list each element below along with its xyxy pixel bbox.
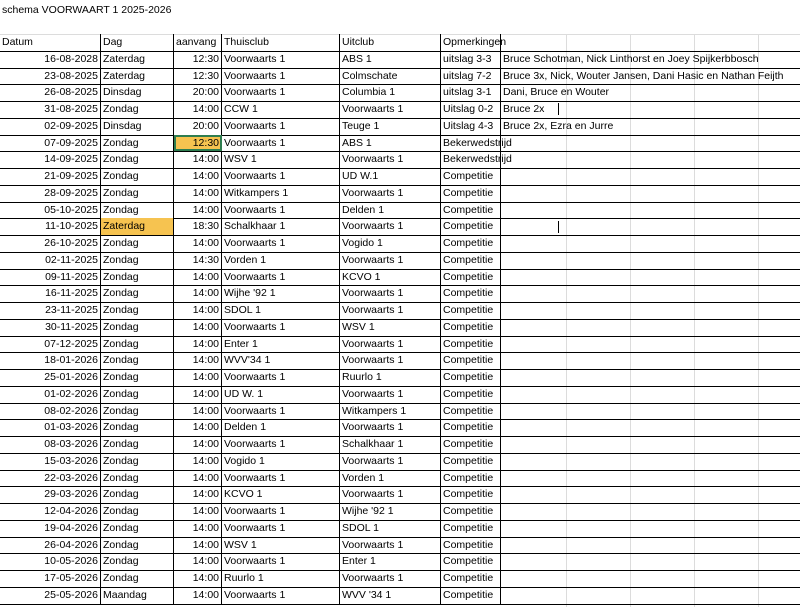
cell-opmerkingen[interactable]: Competitie <box>441 285 501 302</box>
text-cursor <box>558 103 559 115</box>
cell-aanvang[interactable]: 20:00 <box>174 84 222 101</box>
cell-opmerkingen[interactable]: Competitie <box>441 553 501 570</box>
cell-uitclub[interactable]: WSV 1 <box>340 319 441 336</box>
table-row <box>0 520 800 538</box>
cell-uitclub[interactable]: Voorwaarts 1 <box>340 486 441 503</box>
cell-aanvang[interactable]: 14:00 <box>174 101 222 118</box>
cell-dag[interactable]: Zondag <box>101 235 174 252</box>
cell-datum[interactable]: 26-10-2025 <box>0 235 101 252</box>
cell-dag[interactable]: Zaterdag <box>101 68 174 85</box>
cell-uitclub[interactable]: Voorwaarts 1 <box>340 151 441 168</box>
cell-thuisclub[interactable]: KCVO 1 <box>222 486 340 503</box>
cell-notitie[interactable] <box>501 486 800 503</box>
cell-aanvang[interactable]: 14:00 <box>174 369 222 386</box>
cell-thuisclub[interactable]: Voorwaarts 1 <box>222 520 340 537</box>
table-row <box>0 453 800 471</box>
table-row <box>0 352 800 370</box>
cell-thuisclub[interactable]: WSV 1 <box>222 537 340 554</box>
cell-aanvang[interactable]: 12:30 <box>174 51 222 68</box>
cell-dag[interactable]: Zondag <box>101 151 174 168</box>
cell-notitie[interactable] <box>501 151 800 168</box>
cell-aanvang[interactable]: 14:00 <box>174 319 222 336</box>
cell-notitie[interactable]: Dani, Bruce en Wouter <box>503 86 610 99</box>
cell-notitie[interactable] <box>501 369 800 386</box>
cell-dag[interactable]: Zondag <box>101 520 174 537</box>
cell-dag[interactable]: Zondag <box>101 403 174 420</box>
cell-uitclub[interactable]: UD W.1 <box>340 168 441 185</box>
cell-datum[interactable]: 21-09-2025 <box>0 168 101 185</box>
cell-opmerkingen[interactable]: Competitie <box>441 570 501 587</box>
cell-datum[interactable]: 08-03-2026 <box>0 436 101 453</box>
cell-datum[interactable]: 09-11-2025 <box>0 269 101 286</box>
cell-dag[interactable]: Zondag <box>101 369 174 386</box>
cell-opmerkingen[interactable]: Bekerwedstrijd <box>441 135 501 152</box>
cell-dag[interactable]: Zondag <box>101 436 174 453</box>
cell-notitie[interactable] <box>501 570 800 587</box>
cell-aanvang[interactable]: 14:00 <box>174 453 222 470</box>
cell-notitie[interactable] <box>501 285 800 302</box>
table-row <box>0 252 800 270</box>
cell-aanvang[interactable]: 14:00 <box>174 336 222 353</box>
cell-thuisclub[interactable]: SDOL 1 <box>222 302 340 319</box>
table-row <box>0 503 800 521</box>
cell-thuisclub[interactable]: Enter 1 <box>222 336 340 353</box>
cell-dag[interactable]: Zondag <box>101 537 174 554</box>
cell-datum[interactable]: 16-11-2025 <box>0 285 101 302</box>
cell-dag[interactable]: Zondag <box>101 319 174 336</box>
cell-datum[interactable]: 11-10-2025 <box>0 218 101 235</box>
cell-notitie[interactable] <box>501 470 800 487</box>
cell-opmerkingen[interactable]: Competitie <box>441 386 501 403</box>
cell-notitie[interactable]: Bruce Schotman, Nick Linthorst en Joey Spijkerbbosch <box>503 52 759 65</box>
cell-uitclub[interactable]: Voorwaarts 1 <box>340 453 441 470</box>
cell-notitie[interactable] <box>501 319 800 336</box>
table-row <box>0 436 800 454</box>
cell-uitclub[interactable]: Witkampers 1 <box>340 403 441 420</box>
cell-aanvang[interactable]: 14:00 <box>174 168 222 185</box>
cell-datum[interactable]: 08-02-2026 <box>0 403 101 420</box>
cell-datum[interactable]: 26-04-2026 <box>0 537 101 554</box>
cell-thuisclub[interactable]: Voorwaarts 1 <box>222 51 340 68</box>
table-row <box>0 151 800 169</box>
cell-opmerkingen[interactable]: Competitie <box>441 202 501 219</box>
table-row <box>0 51 800 69</box>
cell-notitie[interactable] <box>501 352 800 369</box>
cell-thuisclub[interactable]: Voorwaarts 1 <box>222 503 340 520</box>
table-row <box>0 118 800 136</box>
cell-opmerkingen[interactable]: Competitie <box>441 302 501 319</box>
cell-dag[interactable]: Zondag <box>101 553 174 570</box>
cell-notitie[interactable] <box>501 336 800 353</box>
table-row <box>0 285 800 303</box>
cell-thuisclub[interactable]: Voorwaarts 1 <box>222 68 340 85</box>
cell-opmerkingen[interactable]: Bekerwedstrijd <box>441 151 501 168</box>
cell-opmerkingen[interactable]: Competitie <box>441 319 501 336</box>
cell-notitie[interactable] <box>501 587 800 604</box>
cell-datum[interactable]: 25-05-2026 <box>0 587 101 604</box>
cell-opmerkingen[interactable]: Competitie <box>441 252 501 269</box>
cell-uitclub[interactable]: Schalkhaar 1 <box>340 436 441 453</box>
cell-thuisclub[interactable]: Voorwaarts 1 <box>222 235 340 252</box>
cell-notitie[interactable] <box>501 520 800 537</box>
cell-opmerkingen[interactable]: Competitie <box>441 503 501 520</box>
cell-uitclub[interactable]: Voorwaarts 1 <box>340 302 441 319</box>
cell-datum[interactable]: 31-08-2025 <box>0 101 101 118</box>
cell-uitclub[interactable]: Voorwaarts 1 <box>340 386 441 403</box>
cell-aanvang[interactable]: 14:00 <box>174 185 222 202</box>
cell-notitie[interactable] <box>501 235 800 252</box>
header-datum[interactable]: Datum <box>0 34 101 51</box>
cell-datum[interactable]: 26-08-2025 <box>0 84 101 101</box>
cell-notitie[interactable] <box>501 419 800 436</box>
cell-aanvang[interactable]: 14:00 <box>174 520 222 537</box>
cell-uitclub[interactable]: Wijhe '92 1 <box>340 503 441 520</box>
cell-datum[interactable]: 16-08-2028 <box>0 51 101 68</box>
table-row <box>0 386 800 404</box>
cell-thuisclub[interactable]: CCW 1 <box>222 101 340 118</box>
cell-datum[interactable]: 18-01-2026 <box>0 352 101 369</box>
cell-opmerkingen[interactable]: Competitie <box>441 185 501 202</box>
cell-aanvang[interactable]: 14:00 <box>174 470 222 487</box>
cell-datum[interactable]: 25-01-2026 <box>0 369 101 386</box>
cell-datum[interactable]: 28-09-2025 <box>0 185 101 202</box>
cell-uitclub[interactable]: Voorwaarts 1 <box>340 419 441 436</box>
cell-notitie[interactable] <box>501 403 800 420</box>
cell-thuisclub[interactable]: Voorwaarts 1 <box>222 553 340 570</box>
cell-aanvang[interactable]: 18:30 <box>174 218 222 235</box>
cell-uitclub[interactable]: ABS 1 <box>340 135 441 152</box>
cell-dag[interactable]: Dinsdag <box>101 84 174 101</box>
cell-dag[interactable]: Zaterdag <box>101 51 174 68</box>
cell-datum[interactable]: 15-03-2026 <box>0 453 101 470</box>
cell-aanvang[interactable]: 14:00 <box>174 537 222 554</box>
cell-datum[interactable]: 14-09-2025 <box>0 151 101 168</box>
cell-dag[interactable]: Dinsdag <box>101 118 174 135</box>
cell-datum[interactable]: 22-03-2026 <box>0 470 101 487</box>
cell-dag[interactable]: Zondag <box>101 453 174 470</box>
cell-opmerkingen[interactable]: Competitie <box>441 352 501 369</box>
cell-uitclub[interactable]: Voorwaarts 1 <box>340 537 441 554</box>
cell-dag[interactable]: Zondag <box>101 135 174 152</box>
cell-datum[interactable]: 17-05-2026 <box>0 570 101 587</box>
cell-notitie[interactable] <box>501 135 800 152</box>
cell-uitclub[interactable]: Enter 1 <box>340 553 441 570</box>
cell-thuisclub[interactable]: Delden 1 <box>222 419 340 436</box>
cell-thuisclub[interactable]: Wijhe '92 1 <box>222 285 340 302</box>
cell-notitie[interactable]: Bruce 2x, Ezra en Jurre <box>503 119 614 132</box>
cell-aanvang[interactable]: 14:00 <box>174 419 222 436</box>
cell-thuisclub[interactable]: Voorwaarts 1 <box>222 587 340 604</box>
header-dag[interactable]: Dag <box>101 34 174 51</box>
cell-dag[interactable]: Zondag <box>101 302 174 319</box>
cell-opmerkingen[interactable]: Competitie <box>441 369 501 386</box>
cell-datum[interactable]: 29-03-2026 <box>0 486 101 503</box>
cell-uitclub[interactable]: ABS 1 <box>340 51 441 68</box>
cell-thuisclub[interactable]: Vorden 1 <box>222 252 340 269</box>
table-row <box>0 570 800 588</box>
cell-notitie[interactable] <box>501 436 800 453</box>
cell-aanvang[interactable]: 14:00 <box>174 269 222 286</box>
text-cursor-2 <box>558 221 559 233</box>
cell-opmerkingen[interactable]: Competitie <box>441 436 501 453</box>
cell-datum[interactable]: 02-09-2025 <box>0 118 101 135</box>
table-row <box>0 185 800 203</box>
cell-thuisclub[interactable]: Witkampers 1 <box>222 185 340 202</box>
cell-aanvang[interactable]: 14:00 <box>174 352 222 369</box>
cell-uitclub[interactable]: Voorwaarts 1 <box>340 101 441 118</box>
cell-aanvang[interactable]: 14:00 <box>174 151 222 168</box>
cell-thuisclub[interactable]: WVV'34 1 <box>222 352 340 369</box>
cell-dag[interactable]: Zondag <box>101 503 174 520</box>
cell-notitie[interactable] <box>501 503 800 520</box>
table-row <box>0 470 800 488</box>
table-row <box>0 101 800 119</box>
cell-thuisclub[interactable]: Voorwaarts 1 <box>222 436 340 453</box>
cell-dag[interactable]: Maandag <box>101 587 174 604</box>
cell-datum[interactable]: 30-11-2025 <box>0 319 101 336</box>
cell-aanvang[interactable]: 14:00 <box>174 486 222 503</box>
cell-notitie[interactable]: Bruce 2x <box>503 103 545 115</box>
cell-notitie[interactable] <box>501 218 800 235</box>
cell-thuisclub[interactable]: Voorwaarts 1 <box>222 369 340 386</box>
cell-dag[interactable]: Zondag <box>101 285 174 302</box>
table-row <box>0 302 800 320</box>
cell-thuisclub[interactable]: Voorwaarts 1 <box>222 319 340 336</box>
cell-notitie[interactable] <box>501 453 800 470</box>
cell-uitclub[interactable]: Teuge 1 <box>340 118 441 135</box>
cell-notitie[interactable] <box>501 269 800 286</box>
cell-datum[interactable]: 05-10-2025 <box>0 202 101 219</box>
cell-datum[interactable]: 01-02-2026 <box>0 386 101 403</box>
cell-opmerkingen[interactable]: Competitie <box>441 486 501 503</box>
cell-dag[interactable]: Zondag <box>101 168 174 185</box>
cell-aanvang[interactable]: 14:00 <box>174 570 222 587</box>
cell-datum[interactable]: 01-03-2026 <box>0 419 101 436</box>
cell-notitie[interactable] <box>501 386 800 403</box>
cell-uitclub[interactable]: SDOL 1 <box>340 520 441 537</box>
cell-datum[interactable]: 07-09-2025 <box>0 135 101 152</box>
cell-notitie[interactable] <box>501 537 800 554</box>
header-thuisclub[interactable]: Thuisclub <box>222 34 340 51</box>
cell-dag[interactable]: Zondag <box>101 336 174 353</box>
cell-aanvang[interactable]: 14:00 <box>174 302 222 319</box>
table-row <box>0 319 800 337</box>
cell-thuisclub[interactable]: Voorwaarts 1 <box>222 135 340 152</box>
cell-dag[interactable]: Zondag <box>101 486 174 503</box>
cell-uitclub[interactable]: Columbia 1 <box>340 84 441 101</box>
cell-thuisclub[interactable]: WSV 1 <box>222 151 340 168</box>
cell-uitclub[interactable]: Voorwaarts 1 <box>340 285 441 302</box>
cell-uitclub[interactable]: Delden 1 <box>340 202 441 219</box>
table-row <box>0 336 800 354</box>
cell-aanvang[interactable]: 14:00 <box>174 202 222 219</box>
cell-notitie[interactable] <box>501 202 800 219</box>
cell-dag[interactable]: Zondag <box>101 101 174 118</box>
table-row <box>0 553 800 571</box>
cell-thuisclub[interactable]: Voorwaarts 1 <box>222 403 340 420</box>
cell-notitie[interactable] <box>501 302 800 319</box>
cell-thuisclub[interactable]: Voorwaarts 1 <box>222 84 340 101</box>
cell-datum[interactable]: 12-04-2026 <box>0 503 101 520</box>
cell-dag[interactable]: Zondag <box>101 419 174 436</box>
cell-aanvang[interactable]: 12:30 <box>174 135 222 152</box>
cell-opmerkingen[interactable]: Competitie <box>441 235 501 252</box>
cell-dag[interactable]: Zondag <box>101 352 174 369</box>
cell-thuisclub[interactable]: Voorwaarts 1 <box>222 118 340 135</box>
cell-aanvang[interactable]: 14:00 <box>174 285 222 302</box>
cell-thuisclub[interactable]: Vogido 1 <box>222 453 340 470</box>
header-row <box>0 34 800 52</box>
cell-opmerkingen[interactable]: uitslag 3-3 <box>441 51 501 68</box>
table-row <box>0 537 800 555</box>
cell-opmerkingen[interactable]: Competitie <box>441 537 501 554</box>
cell-uitclub[interactable]: KCVO 1 <box>340 269 441 286</box>
cell-aanvang[interactable]: 14:00 <box>174 386 222 403</box>
table-row <box>0 419 800 437</box>
table-row <box>0 218 800 236</box>
cell-dag[interactable]: Zondag <box>101 202 174 219</box>
cell-datum[interactable]: 23-11-2025 <box>0 302 101 319</box>
cell-aanvang[interactable]: 14:00 <box>174 503 222 520</box>
cell-aanvang[interactable]: 20:00 <box>174 118 222 135</box>
cell-opmerkingen[interactable]: uitslag 7-2 <box>441 68 501 85</box>
cell-opmerkingen[interactable]: uitslag 3-1 <box>441 84 501 101</box>
cell-aanvang[interactable]: 14:30 <box>174 252 222 269</box>
table-row <box>0 135 800 153</box>
cell-uitclub[interactable]: Voorwaarts 1 <box>340 352 441 369</box>
cell-aanvang[interactable]: 14:00 <box>174 553 222 570</box>
table-row <box>0 587 800 605</box>
cell-opmerkingen[interactable]: Competitie <box>441 470 501 487</box>
table-row <box>0 68 800 86</box>
cell-dag[interactable]: Zondag <box>101 185 174 202</box>
cell-aanvang[interactable]: 12:30 <box>174 68 222 85</box>
cell-opmerkingen[interactable]: Competitie <box>441 520 501 537</box>
cell-uitclub[interactable]: Voorwaarts 1 <box>340 218 441 235</box>
cell-uitclub[interactable]: Ruurlo 1 <box>340 369 441 386</box>
cell-opmerkingen[interactable]: Competitie <box>441 218 501 235</box>
cell-datum[interactable]: 19-04-2026 <box>0 520 101 537</box>
cell-datum[interactable]: 02-11-2025 <box>0 252 101 269</box>
header-uitclub[interactable]: Uitclub <box>340 34 441 51</box>
cell-notitie[interactable] <box>501 553 800 570</box>
table-row <box>0 168 800 186</box>
cell-dag[interactable]: Zondag <box>101 386 174 403</box>
header-opmerkingen[interactable]: Opmerkingen <box>441 34 501 51</box>
cell-uitclub[interactable]: Voorwaarts 1 <box>340 185 441 202</box>
cell-uitclub[interactable]: Vogido 1 <box>340 235 441 252</box>
cell-thuisclub[interactable]: Ruurlo 1 <box>222 570 340 587</box>
cell-opmerkingen[interactable]: Uitslag 4-3 <box>441 118 501 135</box>
cell-thuisclub[interactable]: Voorwaarts 1 <box>222 202 340 219</box>
cell-opmerkingen[interactable]: Competitie <box>441 453 501 470</box>
cell-dag[interactable]: Zondag <box>101 269 174 286</box>
cell-dag[interactable]: Zondag <box>101 470 174 487</box>
table-row <box>0 269 800 287</box>
cell-aanvang[interactable]: 14:00 <box>174 587 222 604</box>
cell-opmerkingen[interactable]: Competitie <box>441 168 501 185</box>
cell-aanvang[interactable]: 14:00 <box>174 403 222 420</box>
cell-notitie[interactable]: Bruce 3x, Nick, Wouter Jansen, Dani Hasic en Nathan Feijth <box>503 69 784 82</box>
table-row <box>0 403 800 421</box>
cell-thuisclub[interactable]: Schalkhaar 1 <box>222 218 340 235</box>
cell-thuisclub[interactable]: UD W. 1 <box>222 386 340 403</box>
table-row <box>0 84 800 102</box>
cell-opmerkingen[interactable]: Competitie <box>441 336 501 353</box>
cell-opmerkingen[interactable]: Uitslag 0-2 <box>441 101 501 118</box>
header-aanvang[interactable]: aanvang <box>174 34 222 51</box>
cell-notitie[interactable] <box>501 185 800 202</box>
cell-dag[interactable]: Zaterdag <box>101 218 174 235</box>
cell-dag[interactable]: Zondag <box>101 252 174 269</box>
cell-thuisclub[interactable]: Voorwaarts 1 <box>222 269 340 286</box>
cell-opmerkingen[interactable]: Competitie <box>441 269 501 286</box>
cell-uitclub[interactable]: Colmschate <box>340 68 441 85</box>
table-row <box>0 369 800 387</box>
cell-notitie[interactable] <box>501 252 800 269</box>
cell-datum[interactable]: 23-08-2025 <box>0 68 101 85</box>
cell-opmerkingen[interactable]: Competitie <box>441 587 501 604</box>
table-row <box>0 202 800 220</box>
cell-uitclub[interactable]: Voorwaarts 1 <box>340 336 441 353</box>
cell-datum[interactable]: 10-05-2026 <box>0 553 101 570</box>
cell-thuisclub[interactable]: Voorwaarts 1 <box>222 470 340 487</box>
cell-thuisclub[interactable]: Voorwaarts 1 <box>222 168 340 185</box>
cell-uitclub[interactable]: WVV '34 1 <box>340 587 441 604</box>
cell-notitie[interactable] <box>501 168 800 185</box>
cell-aanvang[interactable]: 14:00 <box>174 235 222 252</box>
cell-opmerkingen[interactable]: Competitie <box>441 403 501 420</box>
sheet-title[interactable]: schema VOORWAART 1 2025-2026 <box>2 4 172 16</box>
table-row <box>0 486 800 504</box>
cell-opmerkingen[interactable]: Competitie <box>441 419 501 436</box>
cell-aanvang[interactable]: 14:00 <box>174 436 222 453</box>
cell-uitclub[interactable]: Voorwaarts 1 <box>340 570 441 587</box>
cell-uitclub[interactable]: Vorden 1 <box>340 470 441 487</box>
table-row <box>0 235 800 253</box>
cell-dag[interactable]: Zondag <box>101 570 174 587</box>
cell-uitclub[interactable]: Voorwaarts 1 <box>340 252 441 269</box>
cell-datum[interactable]: 07-12-2025 <box>0 336 101 353</box>
